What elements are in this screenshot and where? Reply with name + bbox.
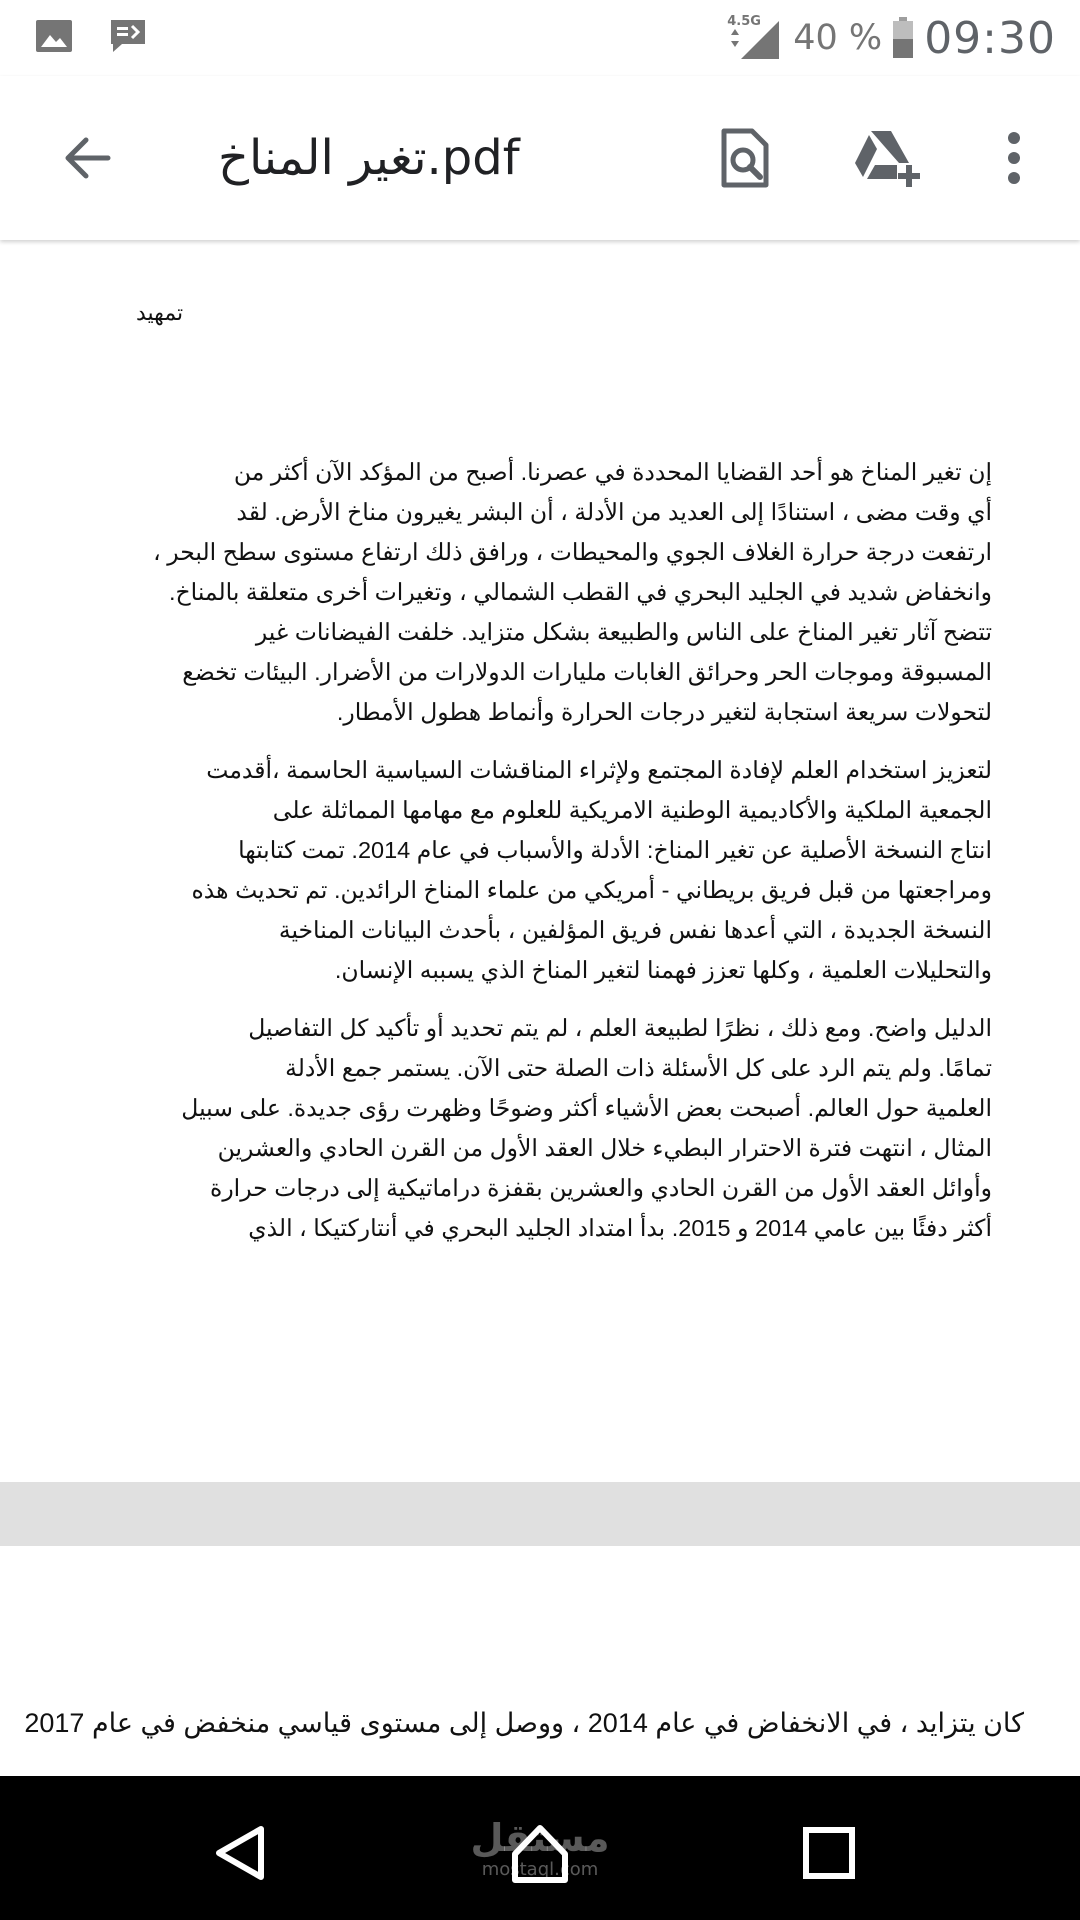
- paragraph-1: [132, 452, 992, 732]
- paragraph-3: [132, 1008, 992, 1248]
- text-line: لتحولات سريعة استجابة لتغير درجات الحرارة وأنماط هطول الأمطار.: [336, 699, 992, 725]
- pdf-viewer[interactable]: [0, 240, 1080, 1776]
- find-in-page-icon: [718, 128, 770, 188]
- text-line: لتعزيز استخدام العلم لإفادة المجتمع ولإثراء المناقشات السياسية الحاسمة ،أقدمت: [206, 757, 992, 783]
- pdf-page-2: [0, 1546, 1080, 1776]
- watermark-arabic: مستقل: [470, 1816, 610, 1860]
- text-line: تمامًا. ولم يتم الرد على كل الأسئلة ذات الصلة حتى الآن. يستمر جمع الأدلة: [285, 1055, 992, 1081]
- text-line: الجمعية الملكية والأكاديمية الوطنية الامريكية للعلوم مع مهامها المماثلة على: [272, 797, 992, 823]
- text-line: انتاج النسخة الأصلية عن تغير المناخ: الأدلة والأسباب في عام 2014. تمت كتابتها: [238, 837, 992, 863]
- battery-icon: [892, 17, 914, 59]
- add-to-drive-icon: [853, 129, 923, 187]
- text-line: وانخفاض شديد في الجليد البحري في القطب الشمالي ، وتغيرات أخرى متعلقة بالمناخ.: [168, 579, 992, 605]
- message-icon: [108, 16, 148, 56]
- text-line: إن تغير المناخ هو أحد القضايا المحددة في عصرنا. أصبح من المؤكد الآن أكثر من: [233, 459, 992, 485]
- text-line: ارتفعت درجة حرارة الغلاف الجوي والمحيطات ، ورافق ذلك ارتفاع مستوى سطح البحر ،: [153, 539, 992, 565]
- back-triangle-icon: [211, 1823, 271, 1883]
- text-line: ومراجعتها من قبل فريق بريطاني - أمريكي من علماء المناخ الرائدين. تم تحديث هذه: [191, 877, 992, 903]
- text-line: الدليل واضح. ومع ذلك ، نظرًا لطبيعة العلم ، لم يتم تحديد أو تأكيد كل التفاصيل: [248, 1015, 992, 1041]
- text-line: وأوائل العقد الأول من القرن الحادي والعشرين بقفزة دراماتيكية إلى درجات حرارة: [210, 1175, 992, 1201]
- text-line: العلمية حول العالم. أصبحت بعض الأشياء أكثر وضوحًا وظهرت رؤى جديدة. على سبيل: [181, 1095, 992, 1121]
- clock: 09:30: [924, 12, 1056, 64]
- add-to-drive-button[interactable]: [844, 114, 932, 202]
- paragraph-2: [132, 750, 992, 990]
- more-options-button[interactable]: [970, 114, 1058, 202]
- text-line: أكثر دفئًا بين عامي 2014 و 2015. بدأ امتداد الجليد البحري في أنتاركتيكا ، الذي: [248, 1215, 992, 1241]
- text-line: كان يتزايد ، في الانخفاض في عام 2014 ، ووصل إلى مستوى قياسي منخفض في عام 2017: [24, 1708, 1024, 1738]
- text-line: تتضح آثار تغير المناخ على الناس والطبيعة بشكل متزايد. خلفت الفيضانات غير: [255, 619, 992, 645]
- text-line: والتحليلات العلمية ، وكلها تعزز فهمنا لتغير المناخ الذي يسببه الإنسان.: [334, 957, 992, 983]
- gallery-icon: [34, 16, 74, 56]
- watermark-latin: mostaql.com: [481, 1859, 599, 1880]
- nav-back-button[interactable]: [196, 1808, 286, 1898]
- network-type: 4.5G: [727, 14, 761, 29]
- text-line: النسخة الجديدة ، التي أعدها نفس فريق المؤلفين ، بأحدث البيانات المناخية: [278, 917, 992, 943]
- document-title: تغير المناخ.pdf: [218, 130, 520, 186]
- text-line: المثال ، انتهت فترة الاحترار البطيء خلال العقد الأول من القرن الحادي والعشرين: [217, 1135, 992, 1161]
- home-icon: [505, 1818, 575, 1888]
- back-button[interactable]: [46, 118, 126, 198]
- status-bar: [0, 0, 1080, 76]
- signal-icon: [727, 13, 783, 63]
- recents-square-icon: [801, 1825, 857, 1881]
- section-heading: تمهيد: [136, 300, 184, 325]
- app-bar: [0, 76, 1080, 240]
- battery-percentage: 40 %: [793, 18, 883, 58]
- nav-recents-button[interactable]: [784, 1808, 874, 1898]
- text-line: المسبوقة وموجات الحر وحرائق الغابات مليارات الدولارات من الأضرار. البيئات تخضع: [182, 659, 992, 685]
- back-arrow-icon: [60, 132, 112, 184]
- more-vert-icon: [1006, 130, 1022, 186]
- navigation-bar: [0, 1776, 1080, 1920]
- find-in-page-button[interactable]: [700, 114, 788, 202]
- system-status: [727, 8, 1056, 68]
- nav-home-button[interactable]: [495, 1808, 585, 1898]
- pdf-page-1: [0, 240, 1080, 1482]
- notification-icons: [34, 16, 148, 56]
- text-line: أي وقت مضى ، استنادًا إلى العديد من الأدلة ، أن البشر يغيرون مناخ الأرض. لقد: [236, 499, 992, 525]
